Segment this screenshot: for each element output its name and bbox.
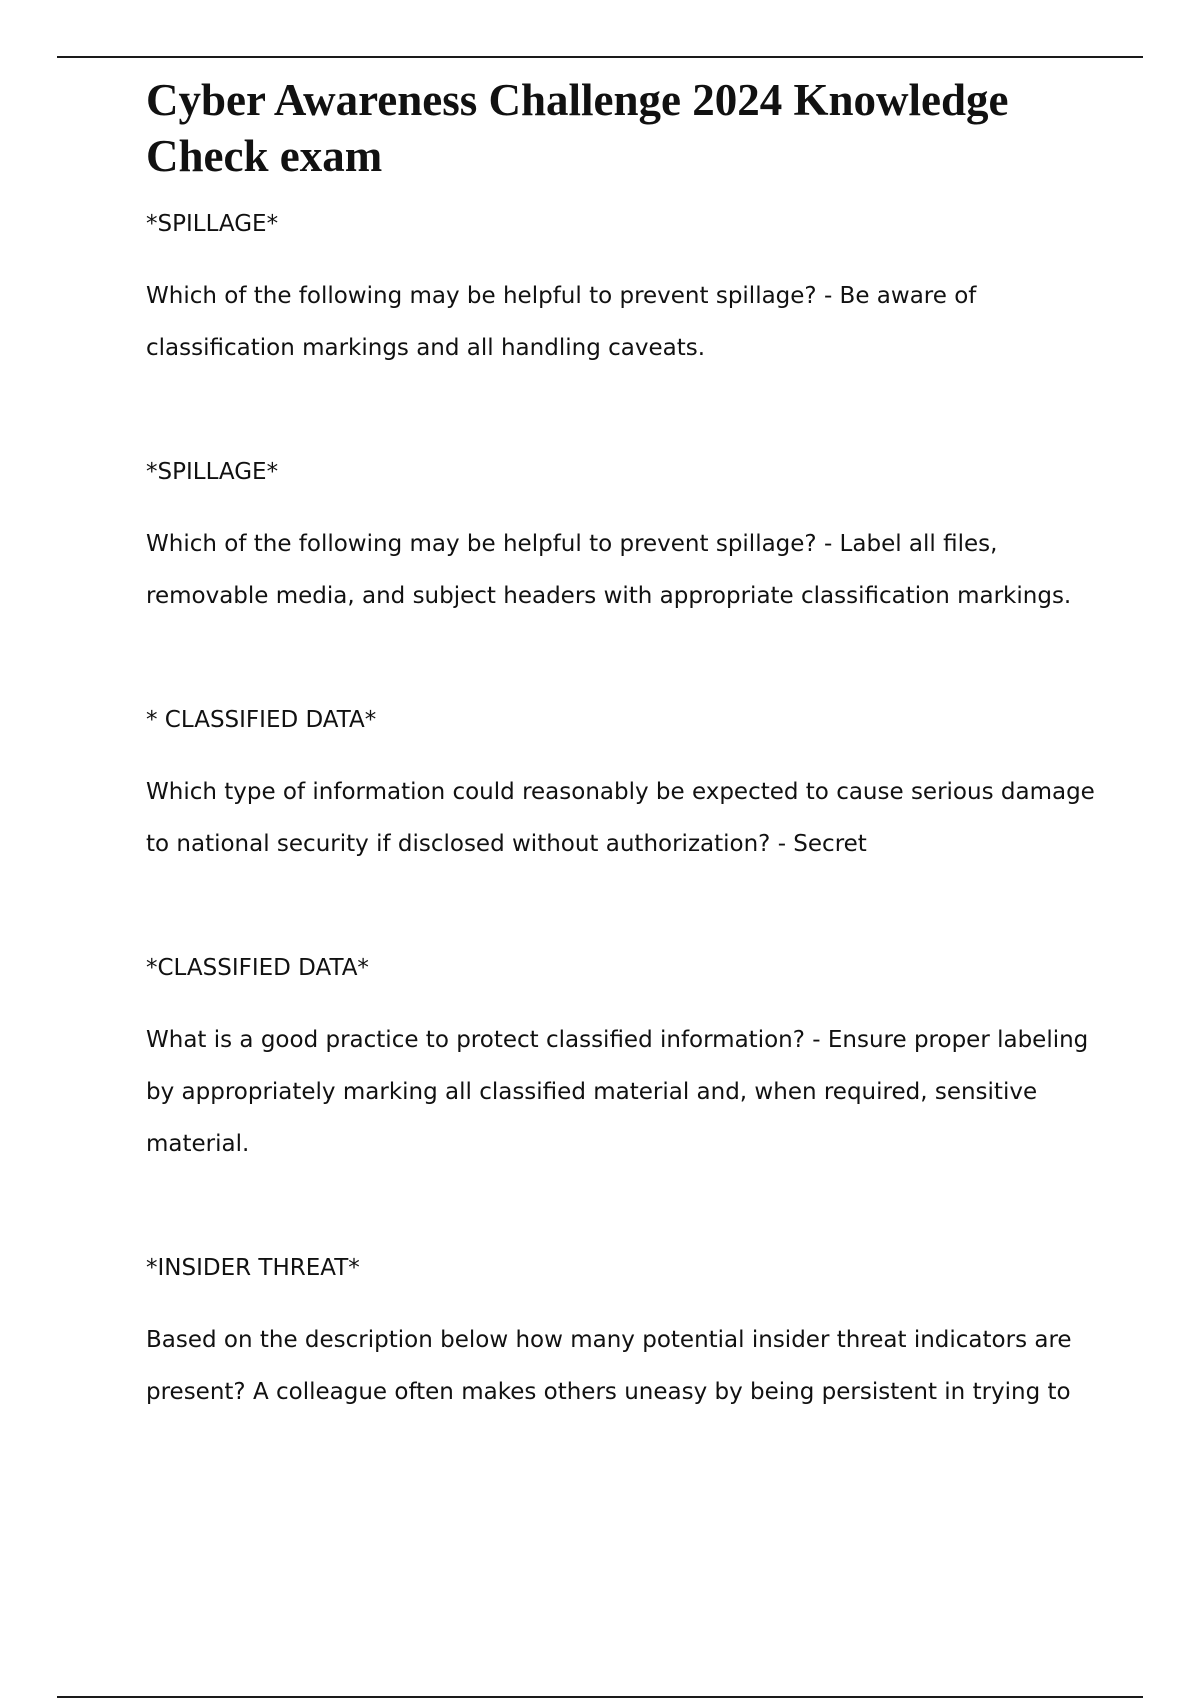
bottom-rule xyxy=(57,1696,1143,1698)
document-title: Cyber Awareness Challenge 2024 Knowledge Check exam xyxy=(146,75,1009,181)
qa-item xyxy=(146,208,1106,374)
qa-topic: *SPILLAGE* xyxy=(146,459,279,485)
qa-topic: * CLASSIFIED DATA* xyxy=(146,707,377,733)
qa-item xyxy=(146,1252,1106,1418)
qa-item xyxy=(146,456,1106,622)
qa-topic: *SPILLAGE* xyxy=(146,211,279,237)
qa-topic: *INSIDER THREAT* xyxy=(146,1255,360,1281)
qa-item xyxy=(146,704,1106,870)
qa-item xyxy=(146,952,1106,1170)
qa-text: Based on the description below how many potential insider threat indicators are present? A colleague often makes others uneasy by being persistent in trying to xyxy=(146,1327,1072,1405)
qa-topic: *CLASSIFIED DATA* xyxy=(146,955,369,981)
top-rule xyxy=(57,56,1143,58)
qa-text: What is a good practice to protect classified information? - Ensure proper labeling by appropriately marking all classified material and, when required, sensitive material. xyxy=(146,1027,1089,1157)
qa-text: Which of the following may be helpful to prevent spillage? - Label all files, removable media, and subject headers with appropriate classification markings. xyxy=(146,531,1072,609)
qa-text: Which type of information could reasonably be expected to cause serious damage to national security if disclosed without authorization? - Secret xyxy=(146,779,1095,857)
qa-text: Which of the following may be helpful to prevent spillage? - Be aware of classification markings and all handling caveats. xyxy=(146,283,977,361)
document-body xyxy=(146,72,1106,1500)
